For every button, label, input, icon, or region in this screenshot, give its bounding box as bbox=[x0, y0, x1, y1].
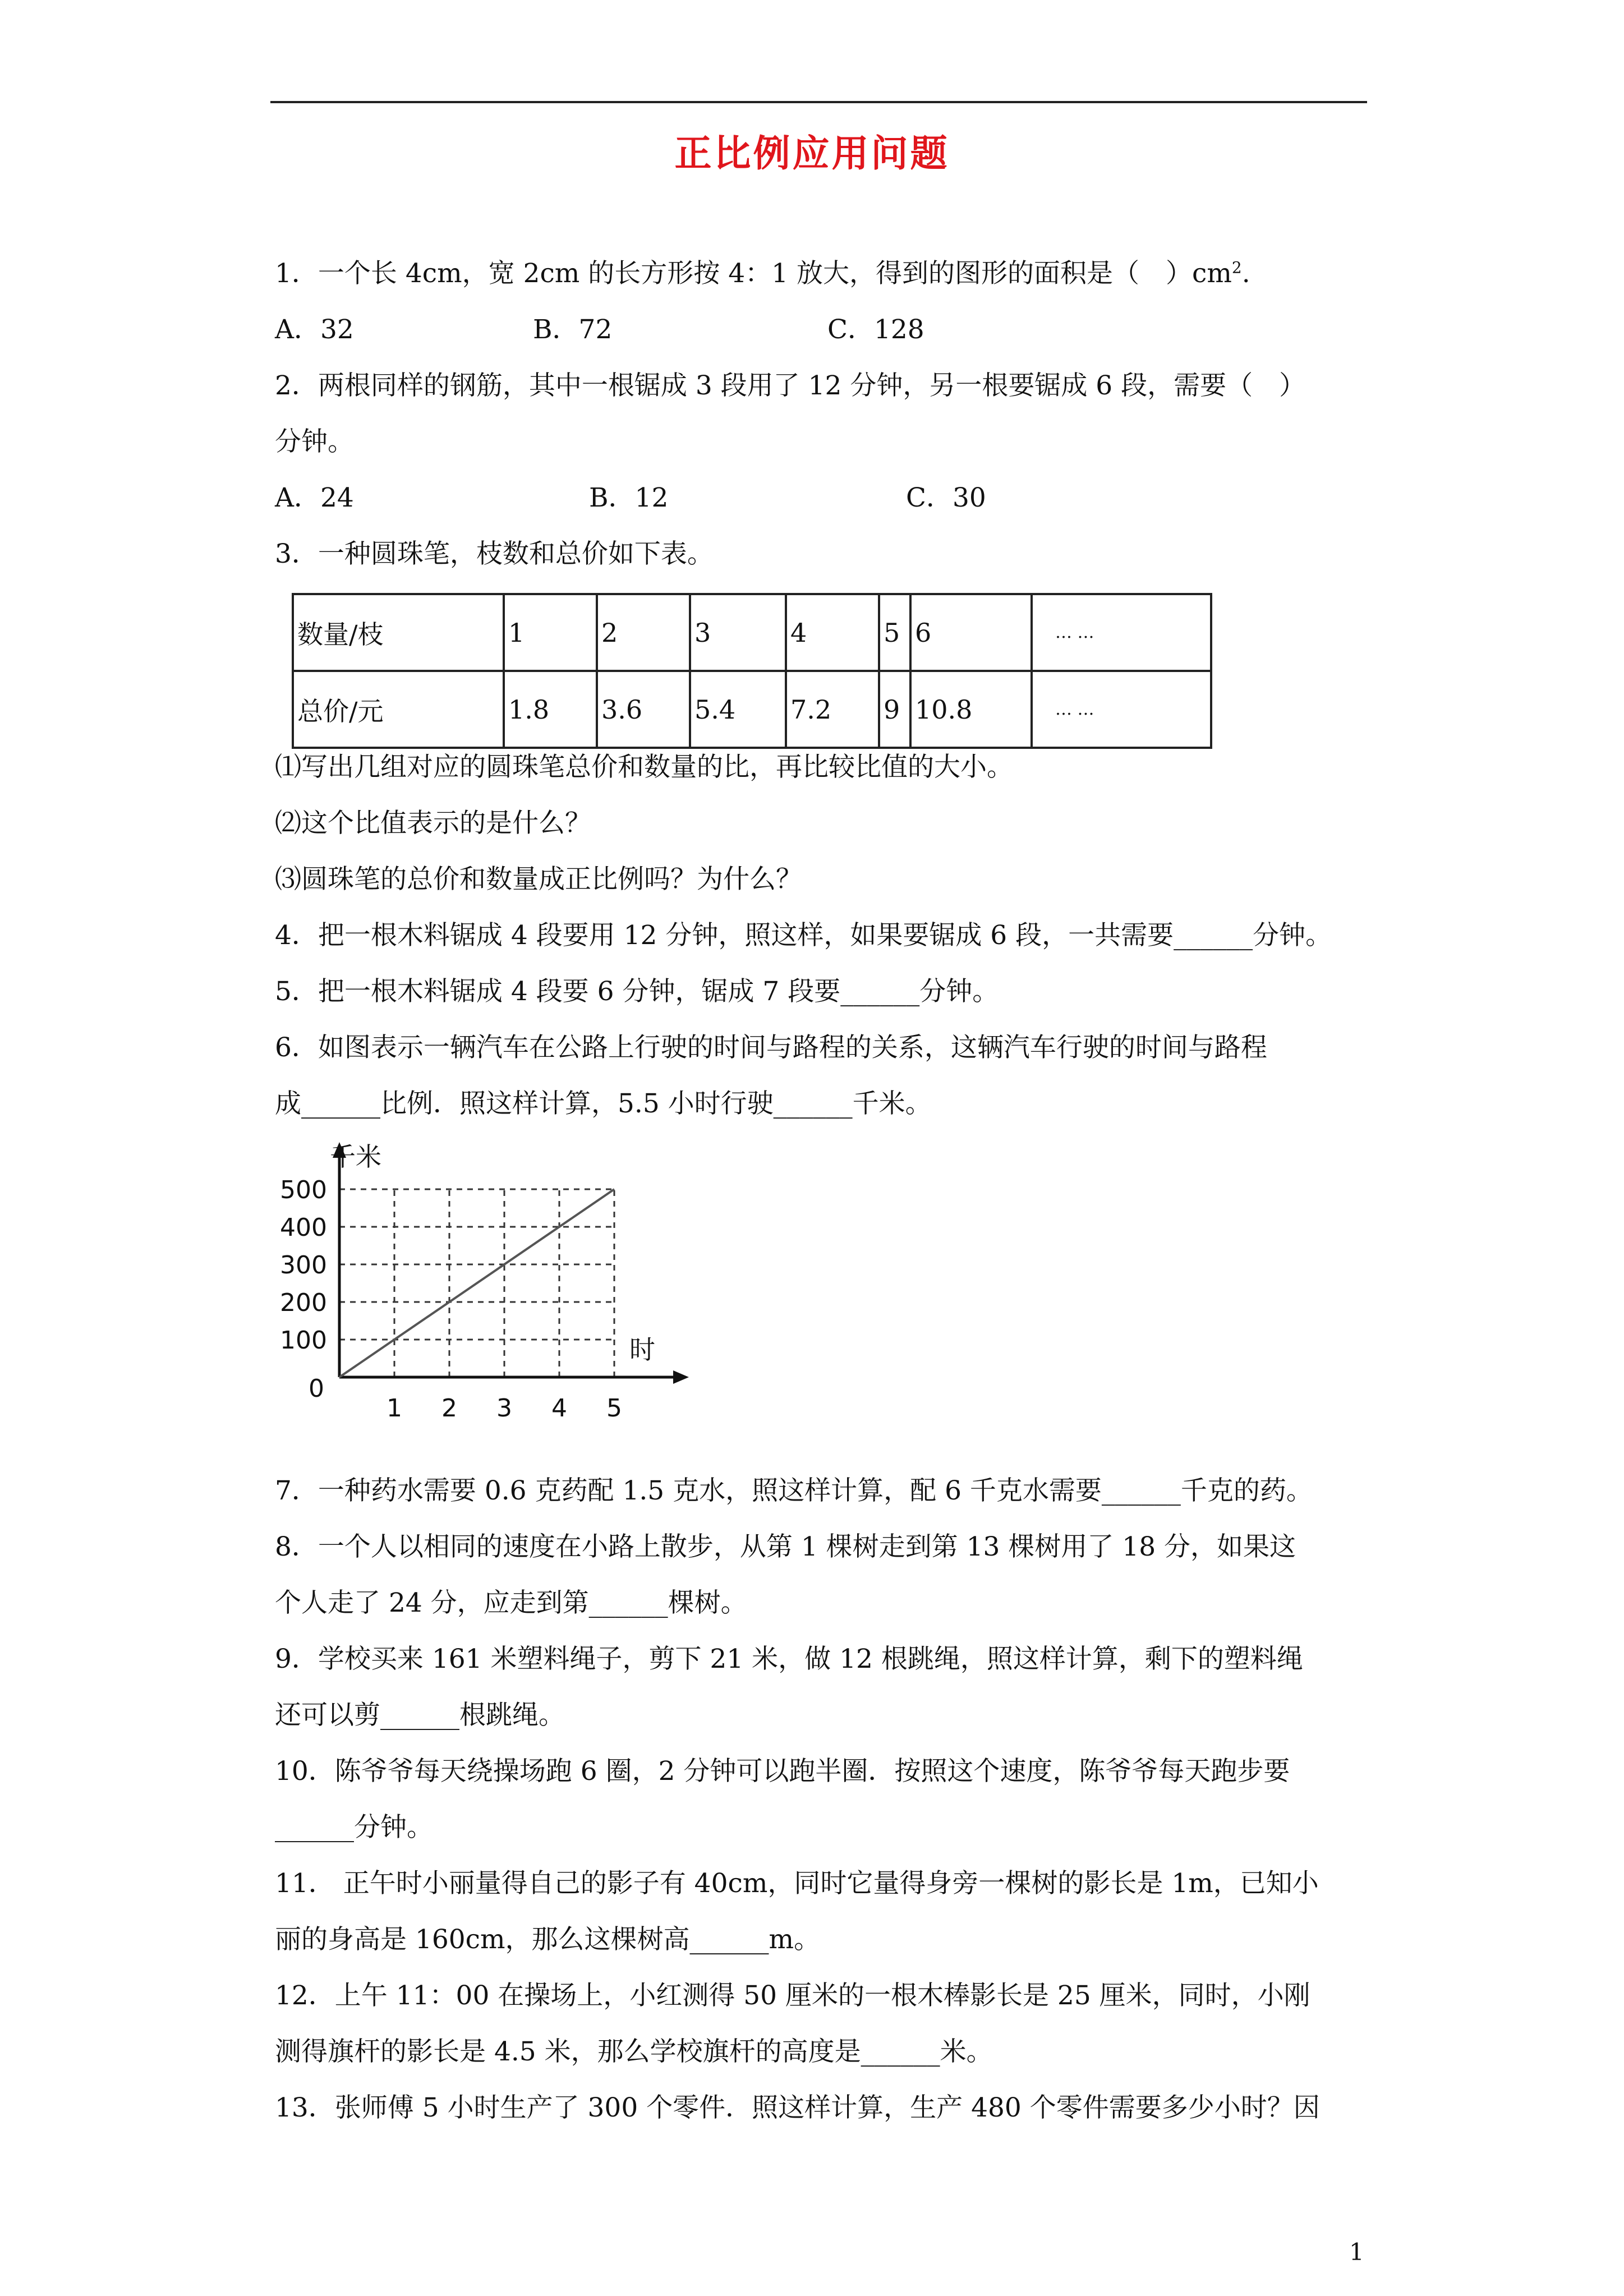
table-cell: 9 bbox=[879, 671, 910, 748]
table-cell: 3 bbox=[690, 594, 786, 671]
question-11-cont: 丽的身高是 160cm，那么这棵树高______m。 bbox=[275, 1924, 821, 1955]
question-10: 10．陈爷爷每天绕操场跑 6 圈，2 分钟可以跑半圈．按照这个速度，陈爷爷每天跑步要 bbox=[275, 1756, 1290, 1787]
y-tick-label: 100 bbox=[280, 1326, 327, 1355]
page-number: 1 bbox=[1349, 2238, 1364, 2266]
question-6-cont: 成______比例．照这样计算，5.5 小时行驶______千米。 bbox=[275, 1088, 932, 1119]
page-title: 正比例应用问题 bbox=[674, 131, 950, 175]
question-10-cont: ______分钟。 bbox=[275, 1812, 433, 1843]
price-table bbox=[292, 593, 1212, 749]
q1-option-c: C．128 bbox=[827, 314, 924, 345]
question-1: 1．一个长 4cm，宽 2cm 的长方形按 4：1 放大，得到的图形的面积是（ ）$cm^2$. bbox=[275, 258, 1250, 289]
x-tick-label: 4 bbox=[551, 1394, 567, 1423]
header-rule bbox=[270, 101, 1367, 103]
question-2-cont: 分钟。 bbox=[275, 426, 354, 457]
table-cell: 总价/元 bbox=[293, 671, 504, 748]
x-tick-label: 3 bbox=[496, 1394, 512, 1423]
x-axis-label: 时 bbox=[629, 1335, 655, 1365]
question-3-part-3: ⑶圆珠笔的总价和数量成正比例吗？为什么？ bbox=[275, 864, 802, 895]
question-7: 7．一种药水需要 0.6 克药配 1.5 克水，照这样计算，配 6 千克水需要______千克的药。 bbox=[275, 1475, 1313, 1506]
q2-option-a: A．24 bbox=[275, 482, 354, 513]
q2-option-b: B．12 bbox=[589, 482, 669, 513]
table-cell: 3.6 bbox=[597, 671, 690, 748]
q1-option-a: A．32 bbox=[275, 314, 354, 345]
table-cell: 1 bbox=[504, 594, 597, 671]
table-cell: … … bbox=[1032, 671, 1211, 748]
table-row bbox=[293, 594, 1211, 671]
y-tick-label: 300 bbox=[280, 1251, 327, 1280]
table-cell: 2 bbox=[597, 594, 690, 671]
question-5: 5．把一根木料锯成 4 段要 6 分钟，锯成 7 段要______分钟。 bbox=[275, 976, 999, 1007]
question-2: 2．两根同样的钢筋，其中一根锯成 3 段用了 12 分钟，另一根要锯成 6 段，需要（ ） bbox=[275, 370, 1306, 401]
x-tick-label: 1 bbox=[387, 1394, 402, 1423]
q1-option-b: B．72 bbox=[533, 314, 613, 345]
y-tick-label: 400 bbox=[280, 1213, 327, 1242]
table-cell: 4 bbox=[786, 594, 879, 671]
question-8-cont: 个人走了 24 分，应走到第______棵树。 bbox=[275, 1588, 747, 1618]
question-12: 12．上午 11：00 在操场上，小红测得 50 厘米的一根木棒影长是 25 厘米，同时，小刚 bbox=[275, 1980, 1310, 2011]
question-3: 3．一种圆珠笔，枝数和总价如下表。 bbox=[275, 539, 714, 569]
question-4: 4．把一根木料锯成 4 段要用 12 分钟，照这样，如果要锯成 6 段，一共需要______分钟。 bbox=[275, 920, 1332, 951]
table-cell: 数量/枝 bbox=[293, 594, 504, 671]
y-tick-label: 500 bbox=[280, 1176, 327, 1204]
table-cell: … … bbox=[1032, 594, 1211, 671]
question-3-part-1: ⑴写出几组对应的圆珠笔总价和数量的比，再比较比值的大小。 bbox=[275, 752, 1013, 783]
question-9: 9．学校买来 161 米塑料绳子，剪下 21 米，做 12 根跳绳，照这样计算，剩下的塑料绳 bbox=[275, 1644, 1303, 1674]
chart-series bbox=[339, 1189, 614, 1377]
question-3-part-2: ⑵这个比值表示的是什么？ bbox=[275, 808, 591, 839]
series-line bbox=[339, 1189, 614, 1377]
y-tick-label: 200 bbox=[280, 1289, 327, 1317]
origin-label: 0 bbox=[309, 1374, 324, 1403]
question-6: 6．如图表示一辆汽车在公路上行驶的时间与路程的关系，这辆汽车行驶的时间与路程 bbox=[275, 1032, 1267, 1063]
table-cell: 1.8 bbox=[504, 671, 597, 748]
x-axis-arrow bbox=[673, 1370, 689, 1384]
table-cell: 10.8 bbox=[910, 671, 1032, 748]
question-9-cont: 还可以剪______根跳绳。 bbox=[275, 1700, 565, 1731]
time-distance-chart bbox=[264, 1139, 712, 1430]
x-tick-label: 2 bbox=[441, 1394, 457, 1423]
y-axis-label: 千米 bbox=[330, 1142, 381, 1172]
question-11: 11． 正午时小丽量得自己的影子有 40cm，同时它量得身旁一棵树的影长是 1m，已知小 bbox=[275, 1868, 1319, 1899]
question-13: 13．张师傅 5 小时生产了 300 个零件．照这样计算，生产 480 个零件需要多少小时？因 bbox=[275, 2092, 1320, 2123]
question-12-cont: 测得旗杆的影长是 4.5 米，那么学校旗杆的高度是______米。 bbox=[275, 2036, 993, 2067]
table-row bbox=[293, 671, 1211, 748]
table-cell: 5.4 bbox=[690, 671, 786, 748]
x-tick-label: 5 bbox=[606, 1394, 622, 1423]
table-cell: 7.2 bbox=[786, 671, 879, 748]
table-cell: 5 bbox=[879, 594, 910, 671]
question-8: 8．一个人以相同的速度在小路上散步，从第 1 棵树走到第 13 棵树用了 18 分，如果这 bbox=[275, 1531, 1296, 1562]
table-cell: 6 bbox=[910, 594, 1032, 671]
chart-ticks bbox=[280, 1176, 622, 1423]
q2-option-c: C．30 bbox=[906, 482, 986, 513]
